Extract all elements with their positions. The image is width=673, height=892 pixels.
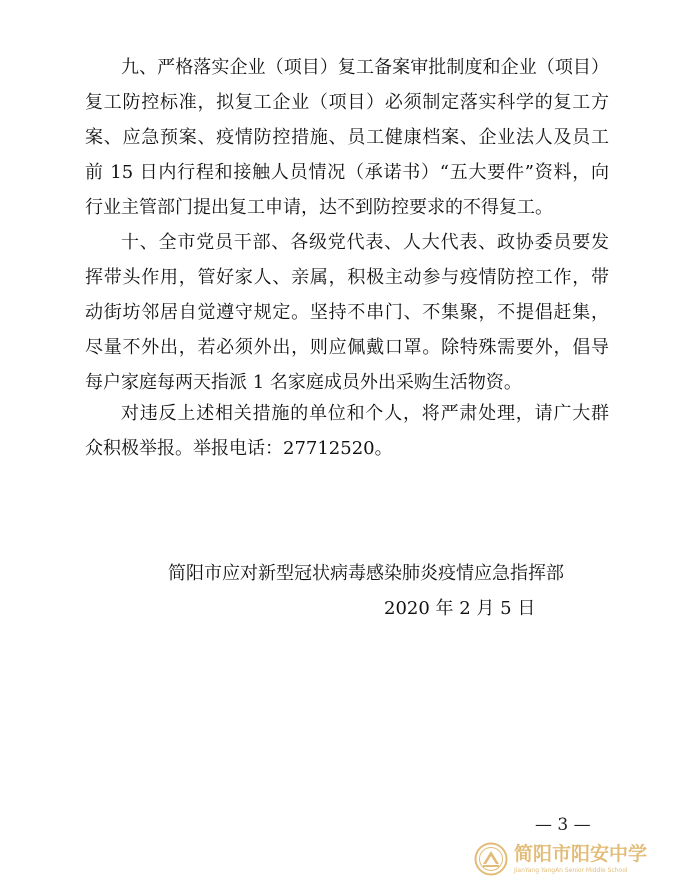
paragraph-line: 每户家庭每两天指派 1 名家庭成员外出采购生活物资。 xyxy=(85,372,522,393)
paragraph-line: 案、应急预案、疫情防控措施、员工健康档案、企业法人及员工 xyxy=(85,127,609,148)
paragraph-line: 对违反上述相关措施的单位和个人，将严肃处理，请广大群 xyxy=(121,403,609,424)
paragraph-line: 复工防控标准，拟复工企业（项目）必须制定落实科学的复工方 xyxy=(85,92,609,113)
paragraph-item-9 xyxy=(85,50,609,225)
paragraph-line: 众积极举报。举报电话：27712520。 xyxy=(85,438,393,459)
school-watermark xyxy=(474,842,664,882)
page-number: — 3 — xyxy=(535,815,591,835)
watermark-title: 简阳市阳安中学 xyxy=(514,843,648,865)
paragraph-report xyxy=(85,396,609,466)
signature-date: 2020 年 2 月 5 日 xyxy=(384,598,536,619)
paragraph-line: 动街坊邻居自觉遵守规定。坚持不串门、不集聚，不提倡赶集， xyxy=(85,302,609,323)
paragraph-item-10 xyxy=(85,225,609,400)
paragraph-line: 十、全市党员干部、各级党代表、人大代表、政协委员要发 xyxy=(121,232,609,253)
paragraph-line: 行业主管部门提出复工申请，达不到防控要求的不得复工。 xyxy=(85,197,553,218)
watermark-subtitle: JianYang YangAn Senior Middle School xyxy=(514,867,628,874)
paragraph-line: 挥带头作用，管好家人、亲属，积极主动参与疫情防控工作，带 xyxy=(85,267,609,288)
paragraph-line: 前 15 日内行程和接触人员情况（承诺书）“五大要件”资料，向 xyxy=(85,162,609,183)
paragraph-line: 尽量不外出，若必须外出，则应佩戴口罩。除特殊需要外，倡导 xyxy=(85,337,609,358)
school-logo-icon xyxy=(474,842,508,876)
signature-organization: 简阳市应对新型冠状病毒感染肺炎疫情应急指挥部 xyxy=(168,563,564,584)
paragraph-line: 九、严格落实企业（项目）复工备案审批制度和企业（项目） xyxy=(121,57,609,78)
